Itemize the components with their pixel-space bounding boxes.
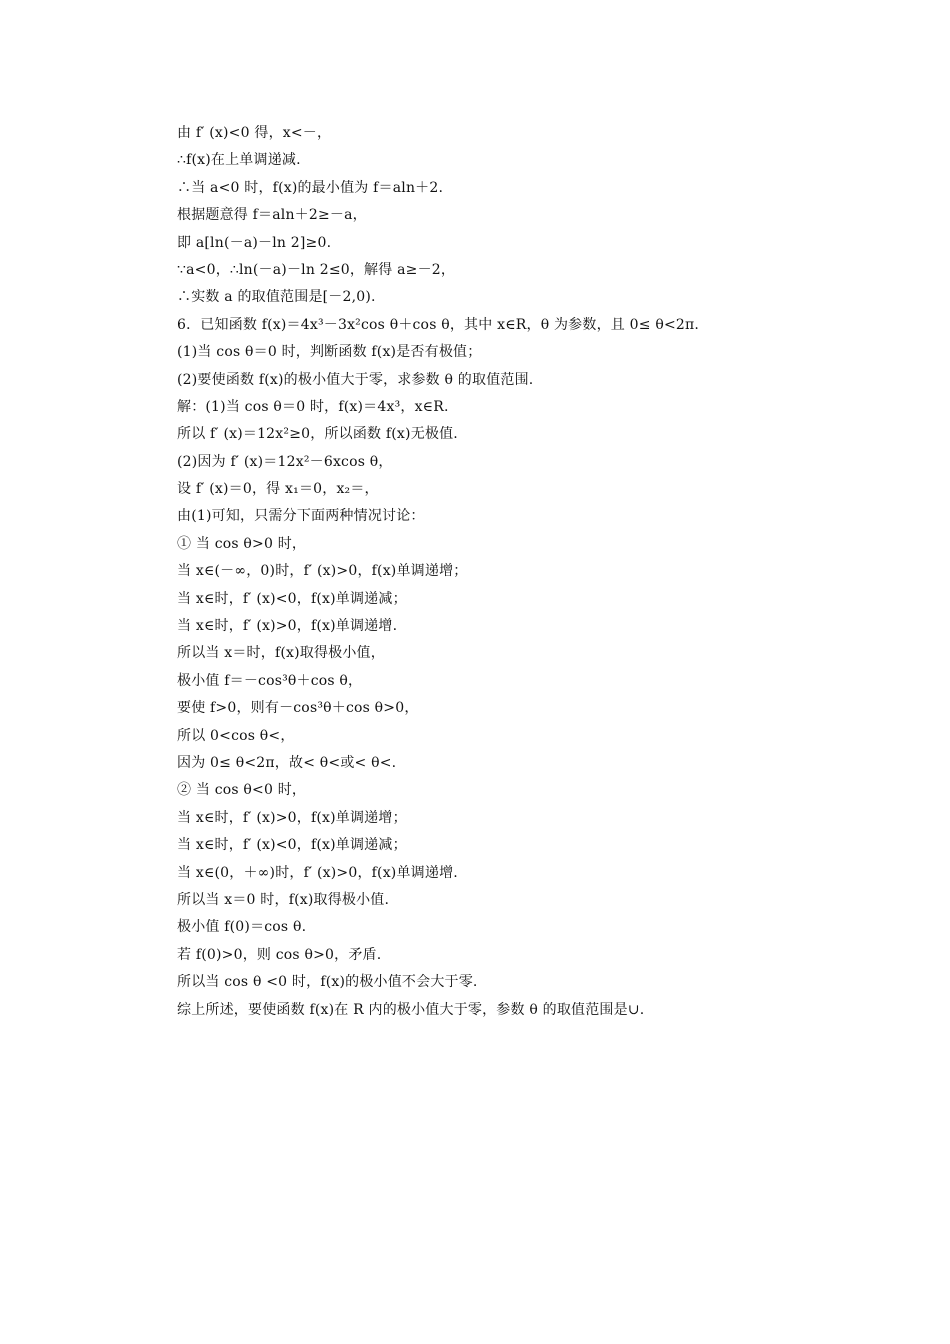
text-line: 由(1)可知，只需分下面两种情况讨论： bbox=[177, 508, 425, 525]
text-line: 根据题意得 f＝aln＋2≥－a， bbox=[177, 207, 367, 224]
text-line: 当 x∈时，f′ (x)>0，f(x)单调递增. bbox=[177, 618, 398, 635]
text-line: ∵a<0，∴ln(－a)－ln 2≤0，解得 a≥－2， bbox=[177, 261, 456, 278]
text-line: 设 f′ (x)＝0，得 x₁＝0，x₂＝， bbox=[177, 481, 379, 498]
text-line: 极小值 f(0)＝cos θ. bbox=[177, 919, 307, 936]
text-line: 所以 f′ (x)＝12x²≥0，所以函数 f(x)无极值. bbox=[177, 426, 458, 443]
case-1-heading: ① 当 cos θ>0 时， bbox=[177, 535, 307, 552]
text-line: 所以 0<cos θ<， bbox=[177, 727, 295, 744]
text-line: 当 x∈(－∞，0)时，f′ (x)>0，f(x)单调递增； bbox=[177, 563, 468, 580]
text-line: 当 x∈时，f′ (x)<0，f(x)单调递减； bbox=[177, 590, 407, 607]
text-line: 所以当 cos θ <0 时，f(x)的极小值不会大于零. bbox=[177, 974, 478, 991]
text-line: 所以当 x＝时，f(x)取得极小值， bbox=[177, 645, 385, 662]
text-line: 若 f(0)>0，则 cos θ>0，矛盾. bbox=[177, 946, 382, 963]
text-line: (2)因为 f′ (x)＝12x²－6xcos θ， bbox=[177, 453, 393, 470]
text-line: ∴f(x)在上单调递减. bbox=[177, 152, 301, 169]
text-line: 当 x∈时，f′ (x)>0，f(x)单调递增； bbox=[177, 809, 407, 826]
solution-start: 解：(1)当 cos θ＝0 时，f(x)＝4x³，x∈R. bbox=[177, 398, 449, 415]
text-line: ∴当 a<0 时，f(x)的最小值为 f＝aln＋2. bbox=[177, 179, 444, 196]
question-part-1: (1)当 cos θ＝0 时，判断函数 f(x)是否有极值； bbox=[177, 344, 482, 361]
question-part-2: (2)要使函数 f(x)的极小值大于零，求参数 θ 的取值范围. bbox=[177, 371, 534, 388]
text-line: ∴实数 a 的取值范围是[－2,0). bbox=[177, 289, 376, 306]
text-line: 当 x∈(0，＋∞)时，f′ (x)>0，f(x)单调递增. bbox=[177, 864, 458, 881]
text-line: 要使 f>0，则有－cos³θ＋cos θ>0， bbox=[177, 700, 419, 717]
text-line: 所以当 x＝0 时，f(x)取得极小值. bbox=[177, 891, 390, 908]
text-line: 因为 0≤ θ<2π，故< θ<或< θ<. bbox=[177, 754, 397, 771]
text-line: 极小值 f＝－cos³θ＋cos θ， bbox=[177, 672, 363, 689]
case-2-heading: ② 当 cos θ<0 时， bbox=[177, 782, 307, 799]
solution-text bbox=[177, 120, 817, 1024]
problem-statement: 6．已知函数 f(x)＝4x³－3x²cos θ＋cos θ，其中 x∈R，θ 为参数，且 0≤ θ<2π. bbox=[177, 316, 700, 333]
text-line: 由 f′ (x)<0 得，x<－， bbox=[177, 125, 332, 141]
conclusion-line: 综上所述，要使函数 f(x)在 R 内的极小值大于零，参数 θ 的取值范围是∪. bbox=[177, 1001, 645, 1018]
text-line: 即 a[ln(－a)－ln 2]≥0. bbox=[177, 234, 332, 251]
text-line: 当 x∈时，f′ (x)<0，f(x)单调递减； bbox=[177, 837, 407, 854]
